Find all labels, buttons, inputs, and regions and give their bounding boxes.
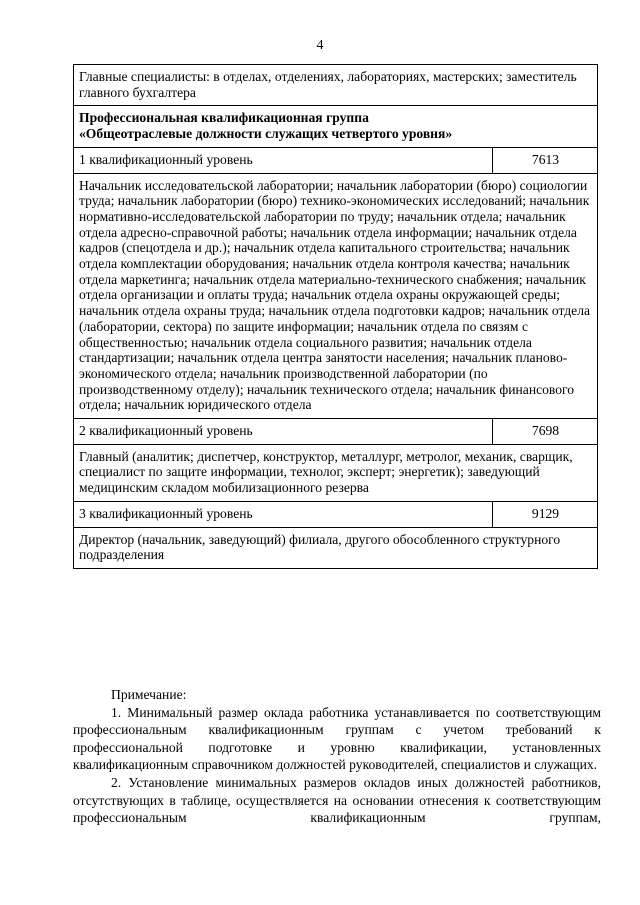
table-row <box>74 444 598 501</box>
level-salary: 9129 <box>493 501 598 527</box>
note-heading: Примечание: <box>111 687 187 702</box>
table-row <box>74 147 598 173</box>
page-number: 4 <box>316 38 324 53</box>
table-row <box>74 419 598 445</box>
table-row <box>74 106 598 147</box>
salary-table <box>73 64 598 569</box>
table-row <box>74 65 598 106</box>
table-row <box>74 501 598 527</box>
note-item-1: 1. Минимальный размер оклада работника устанавливается по соответствующим профессиональным квалификационным группам с учетом требований к профессиональной подготовке и уровню квалификации, установленных квалификационным справочником должностей руководителей, специалистов и служащих. <box>73 704 601 773</box>
note-section <box>73 686 601 827</box>
level-salary: 7613 <box>493 147 598 173</box>
level-salary: 7698 <box>493 419 598 445</box>
group-title-cell <box>74 106 598 147</box>
group-title-line1: Профессиональная квалификационная группа <box>79 110 369 126</box>
note-item-2: 2. Установление минимальных размеров окладов иных должностей работников, отсутствующих в таблице, осуществляется на основании отнесения к соответствующим профессиональным квалификационным группам, <box>73 774 601 826</box>
chief-specialists-cell: Главные специалисты: в отделах, отделениях, лабораториях, мастерских; заместитель главного бухгалтера <box>74 65 598 106</box>
level-positions: Начальник исследовательской лаборатории; начальник лаборатории (бюро) социологии труда; начальник лаборатории (бюро) технико-экономических исследований; начальник нормативно-исследовательской лаборатории по труду; начальник отдела; начальник отдела адресно-справочной работы; начальник отдела информации; начальник отдела кадров (спецотдела и др.); начальник отдела капитального строительства; начальник отдела комплектации оборудования; начальник отдела контроля качества; начальник отдела маркетинга; начальник отдела материально-технического снабжения; начальник отдела организации и оплаты труда; начальник отдела охраны окружающей среды; начальник отдела охраны труда; начальник отдела подготовки кадров; начальник отдела (лаборатории, сектора) по защите информации; начальник отдела по связям с общественностью; начальник отдела социального развития; начальник отдела стандартизации; начальник отдела центра занятости населения; начальник планово-экономического отдела; начальник производственной лаборатории (по производственному отделу); начальник технического отдела; начальник финансового отдела; начальник юридического отдела <box>74 173 598 419</box>
level-label: 2 квалификационный уровень <box>74 419 493 445</box>
level-positions: Главный (аналитик; диспетчер, конструктор, металлург, метролог, механик, сварщик, специалист по защите информации, технолог, эксперт; энергетик); заведующий медицинским складом мобилизационного резерва <box>74 444 598 501</box>
level-label: 1 квалификационный уровень <box>74 147 493 173</box>
table-row <box>74 173 598 419</box>
level-positions: Директор (начальник, заведующий) филиала, другого обособленного структурного подразделения <box>74 527 598 568</box>
level-label: 3 квалификационный уровень <box>74 501 493 527</box>
group-title-line2: «Общеотраслевые должности служащих четвертого уровня» <box>79 126 453 142</box>
table-row <box>74 527 598 568</box>
